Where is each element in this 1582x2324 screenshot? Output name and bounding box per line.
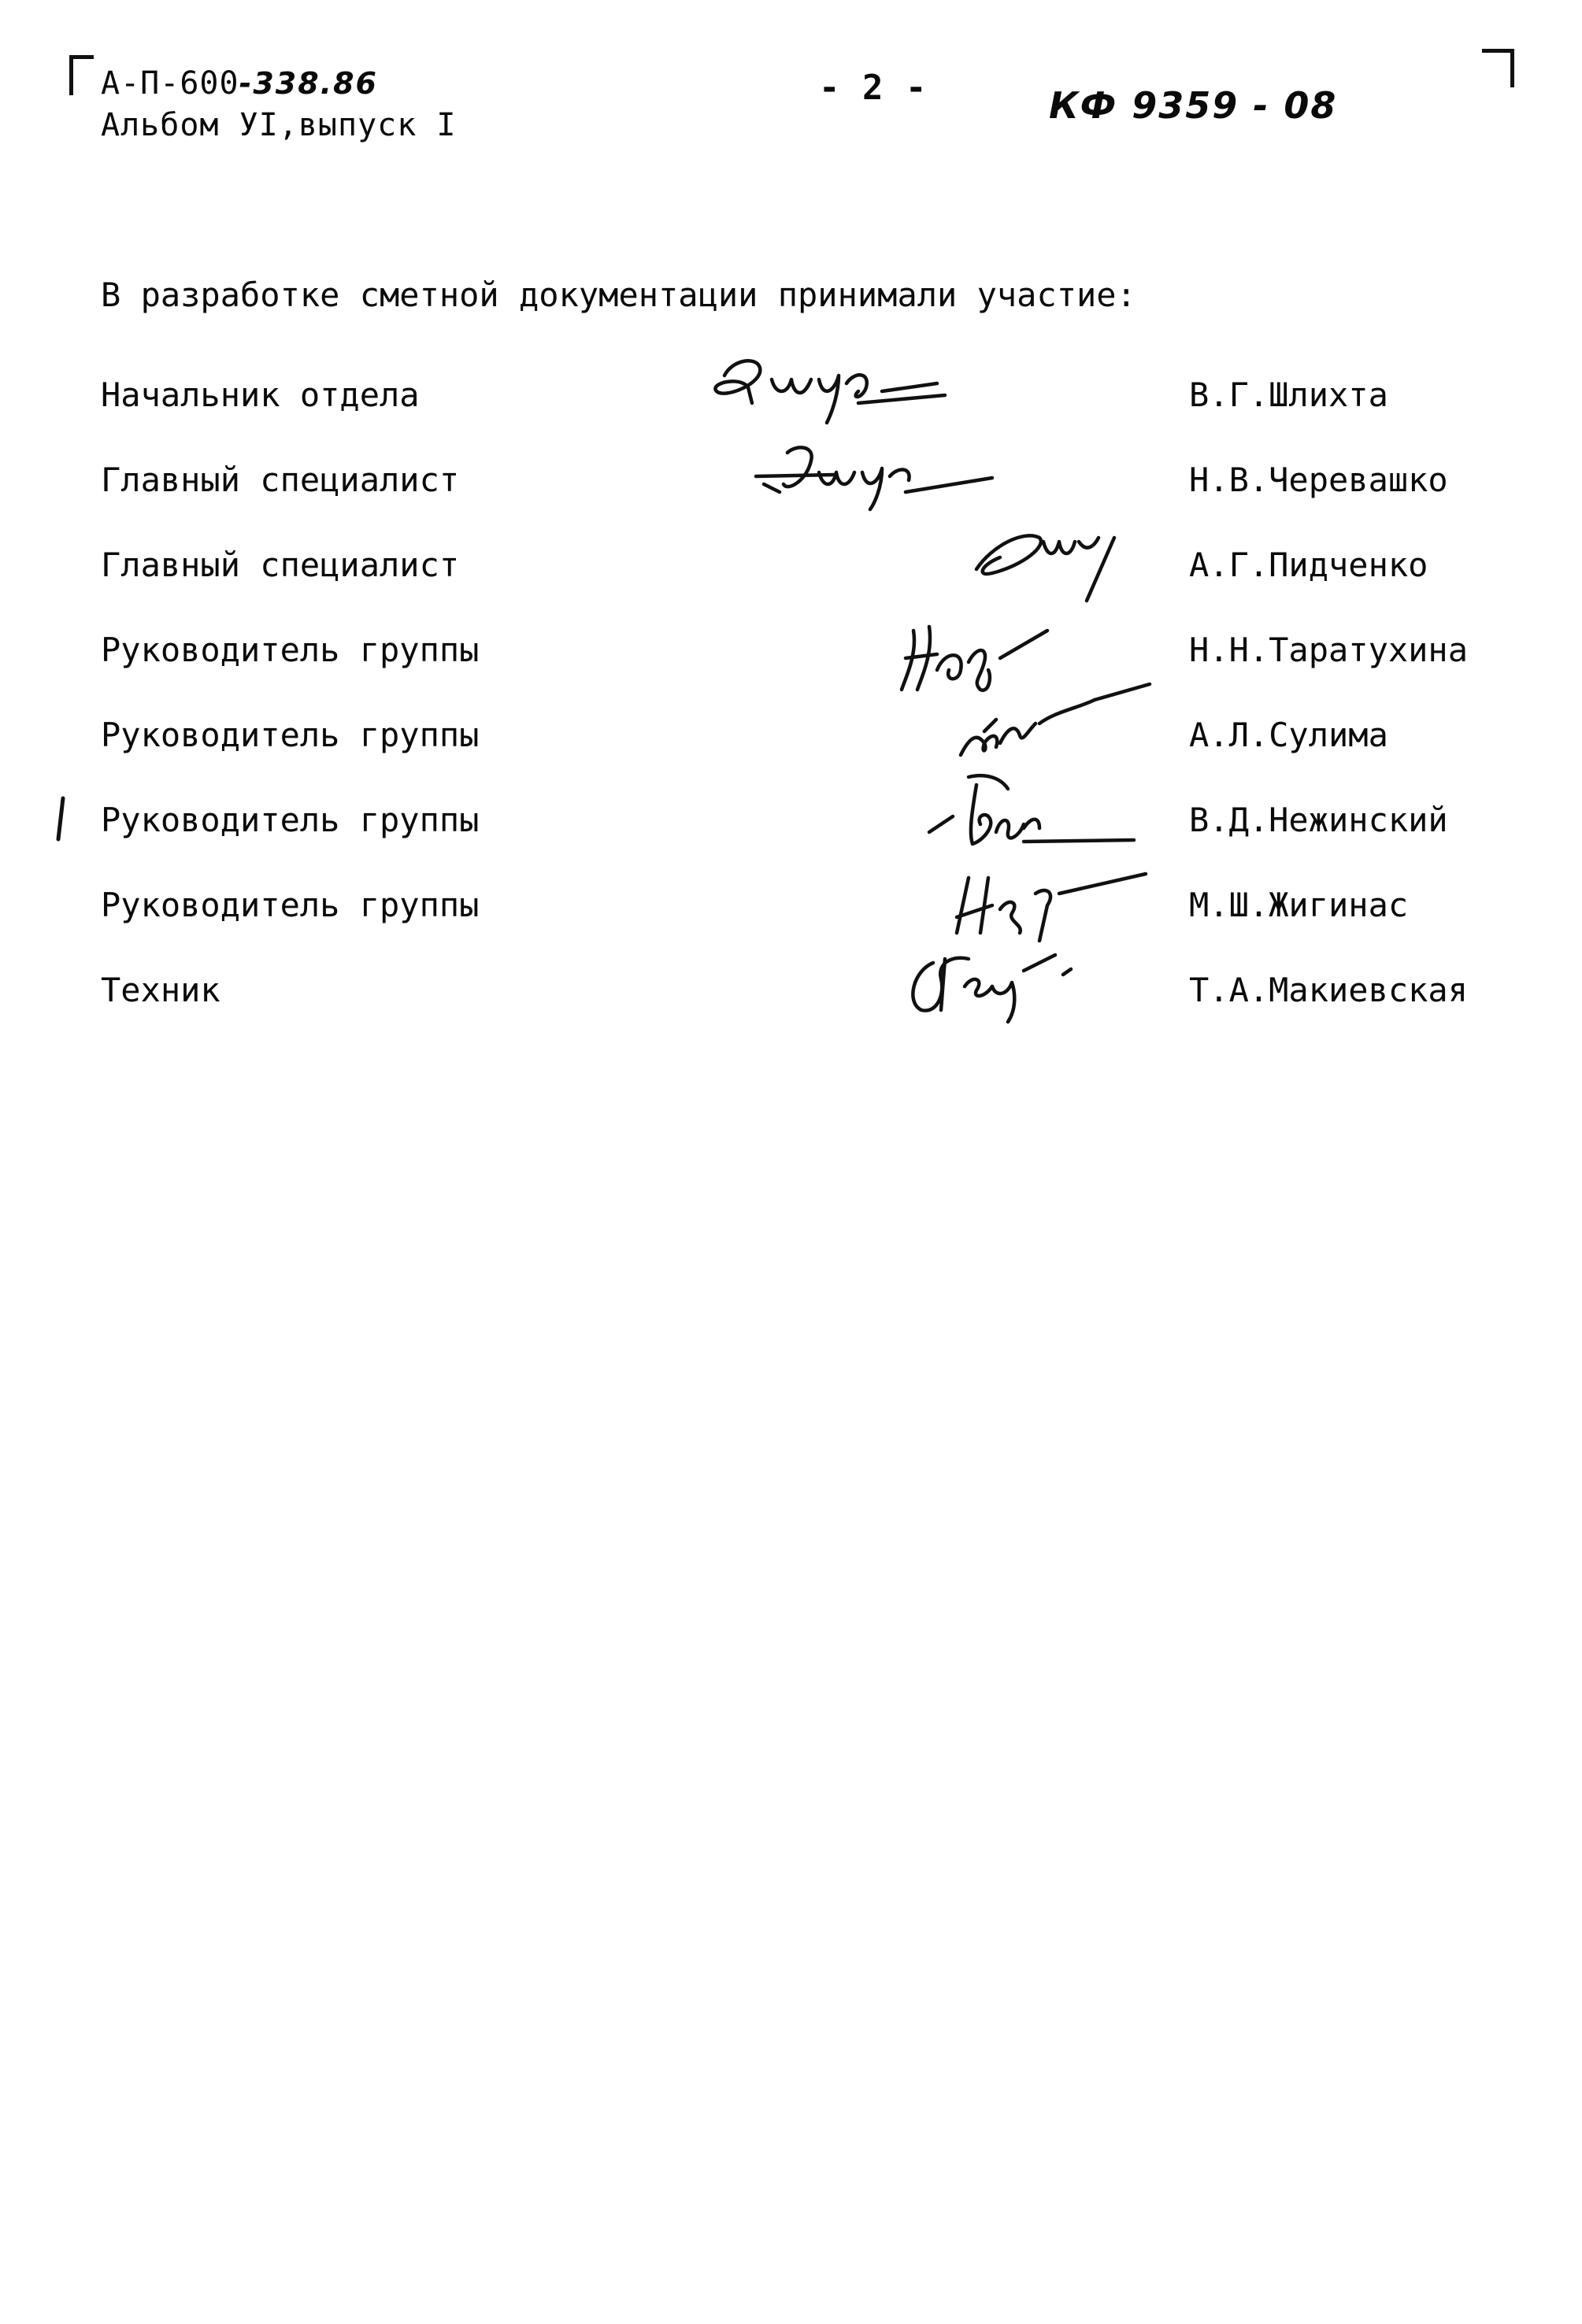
signature-image — [945, 862, 1158, 949]
participant-row — [0, 631, 1582, 678]
participant-role: Главный специалист — [101, 461, 460, 499]
participant-name: А.Л.Сулима — [1189, 716, 1388, 754]
corner-mark-top-left — [69, 55, 94, 95]
signature-image — [961, 522, 1142, 609]
participant-name: М.Ш.Жигинас — [1189, 886, 1409, 924]
participant-row — [0, 971, 1582, 1018]
participant-role: Руководитель группы — [101, 801, 480, 839]
signature-image — [921, 769, 1150, 856]
intro-text: В разработке сметной документации принимали участие: — [101, 276, 1136, 314]
participant-name: Н.В.Черевашко — [1189, 461, 1448, 499]
participant-name: Т.А.Макиевская — [1189, 971, 1469, 1009]
page-number: - 2 - — [819, 68, 928, 108]
participant-name: А.Г.Пидченко — [1189, 546, 1428, 584]
signature-image — [898, 939, 1087, 1026]
participant-row — [0, 546, 1582, 593]
signature-image — [701, 344, 961, 431]
participant-name: Н.Н.Таратухина — [1189, 631, 1469, 669]
participant-row — [0, 376, 1582, 423]
participant-row — [0, 801, 1582, 848]
participant-row — [0, 716, 1582, 763]
participant-role: Главный специалист — [101, 546, 460, 584]
corner-mark-top-right — [1482, 49, 1514, 87]
participant-row — [0, 461, 1582, 508]
participant-role: Руководитель группы — [101, 716, 480, 754]
participant-role: Руководитель группы — [101, 631, 480, 669]
participant-name: В.Д.Нежинский — [1189, 801, 1448, 839]
participant-role: Техник — [101, 971, 220, 1009]
participant-role: Начальник отдела — [101, 376, 420, 414]
document-code-suffix: -338.86 — [239, 66, 378, 101]
signature-image — [953, 676, 1158, 771]
participant-role: Руководитель группы — [101, 886, 480, 924]
document-code-prefix: А-П-600 — [101, 65, 239, 102]
participant-row — [0, 886, 1582, 933]
signature-image — [740, 437, 1000, 516]
archive-number: КФ 9359 - 08 — [1049, 84, 1338, 127]
album-issue: Альбом УI,выпуск I — [101, 107, 457, 143]
participant-name: В.Г.Шлихта — [1189, 376, 1388, 414]
document-code — [101, 65, 378, 102]
